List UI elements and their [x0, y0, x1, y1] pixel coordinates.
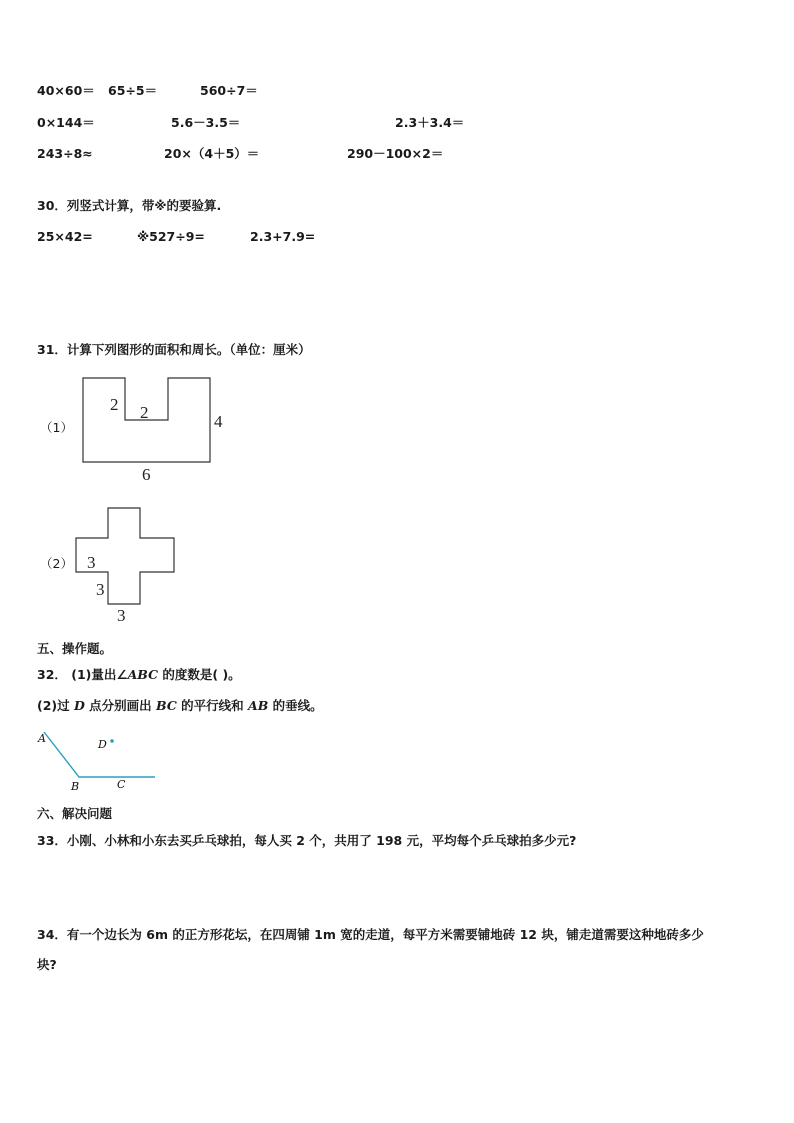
calc-item: 65÷5＝ [108, 83, 158, 98]
vertical-calc-item: 25×42= [37, 229, 93, 244]
point-b-label: B [71, 780, 80, 793]
point-c-label: C [117, 778, 126, 791]
point-a-label: A [38, 732, 46, 745]
dim-label: 6 [142, 465, 151, 484]
calc-item: 20×（4＋5）＝ [164, 146, 260, 161]
dim-label: 2 [140, 403, 149, 422]
angle-abc-diagram [35, 728, 175, 798]
calc-item: 560÷7＝ [200, 83, 258, 98]
figure-2-label: （2） [40, 556, 73, 571]
vertical-calc-item: 2.3+7.9= [250, 229, 316, 244]
calc-item: 290－100×2＝ [347, 146, 444, 161]
calc-item: 243÷8≈ [37, 146, 93, 161]
calc-item: 2.3＋3.4＝ [395, 115, 465, 130]
point-d-label: D [98, 738, 107, 751]
dim-label: 3 [117, 606, 126, 625]
point-d-dot [110, 739, 114, 743]
section-5-title: 五、操作题。 [37, 641, 113, 656]
dim-label: 2 [110, 395, 119, 414]
figure-1-label: （1） [40, 420, 73, 435]
question-32-part-1: 32． (1)量出∠ABC 的度数是( )。 [37, 667, 241, 682]
question-34-line-2: 块? [37, 957, 57, 972]
calc-item: 40×60＝ [37, 83, 95, 98]
calc-item: 5.6－3.5＝ [171, 115, 241, 130]
question-32-part-2: (2)过 D 点分别画出 BC 的平行线和 AB 的垂线。 [37, 698, 323, 713]
figure-1-u-shape [70, 370, 230, 484]
dim-label: 4 [214, 412, 223, 431]
question-33-text: 33．小刚、小林和小东去买乒乓球拍，每人买 2 个，共用了 198 元，平均每个乒乓球拍多少元? [37, 833, 577, 848]
question-34-line-1: 34．有一个边长为 6m 的正方形花坛，在四周铺 1m 宽的走道，每平方米需要铺地砖 12 块，铺走道需要这种地砖多少 [37, 927, 704, 942]
section-6-title: 六、解决问题 [37, 806, 113, 821]
figure-2-cross-shape [70, 500, 200, 630]
question-30-title: 30．列竖式计算，带※的要验算. [37, 198, 222, 213]
question-31-title: 31．计算下列图形的面积和周长。（单位：厘米） [37, 342, 311, 357]
dim-label: 3 [96, 580, 105, 599]
dim-label: 3 [87, 553, 96, 572]
calc-item: 0×144＝ [37, 115, 95, 130]
vertical-calc-item: ※527÷9= [137, 229, 205, 244]
